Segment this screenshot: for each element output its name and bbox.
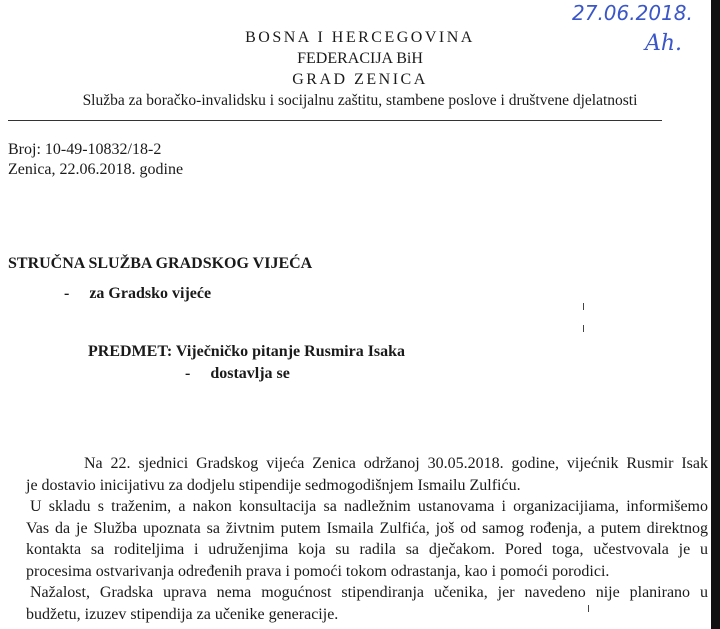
body-line: kontakta sa roditeljima i udruženjima koja su radila sa dječakom. Pored toga, učestvovala je u bbox=[26, 541, 708, 558]
body-line: Vas da je Služba upoznata sa živtnim putem Ismaila Zulfića, još od samog rođenja, a putem direktnog bbox=[26, 520, 708, 537]
header-country: BOSNA I HERCEGOVINA bbox=[245, 29, 475, 46]
body-line: Nažalost, Gradska uprava nema mogućnost stipendiranja učenika, jer navedeno nije planirano u bbox=[30, 584, 708, 601]
body-line: Na 22. sjednici Gradskog vijeća Zenica održanoj 30.05.2018. godine, vijećnik Rusmir Isak bbox=[84, 455, 708, 472]
body-line: U skladu s traženim, a nakon konsultacija sa nadležnim ustanovama i organizacijiama, informišemo bbox=[30, 498, 708, 515]
body-line: je dostavio inicijativu za dodjelu stipendije sedmogodišnjem Ismailu Zulfiću. bbox=[26, 477, 521, 494]
reference-number: Broj: 10-49-10832/18-2 bbox=[8, 141, 162, 158]
header-city: GRAD ZENICA bbox=[292, 71, 428, 88]
scan-mark bbox=[588, 605, 589, 612]
scan-mark bbox=[583, 303, 584, 310]
header-department: Služba za boračko-invalidsku i socijalnu zaštitu, stambene poslove i društvene djelatnosti bbox=[82, 92, 638, 109]
scan-mark bbox=[583, 325, 584, 332]
body-line: budžetu, izuzev stipendija za učenike generacije. bbox=[26, 606, 339, 623]
scan-edge bbox=[711, 0, 720, 629]
handwritten-date: 27.06.2018. bbox=[572, 1, 693, 25]
subject: PREDMET: Viječničko pitanje Rusmira Isaka bbox=[88, 343, 406, 360]
subject-sub: - dostavlja se bbox=[185, 365, 290, 382]
header-federation: FEDERACIJA BiH bbox=[297, 50, 423, 67]
body-line: procesima ostvarivanja određenih prava i pomoći tokom odrastanja, kao i pomoći porodici. bbox=[26, 563, 610, 580]
header-divider bbox=[8, 120, 662, 121]
place-date: Zenica, 22.06.2018. godine bbox=[8, 161, 184, 178]
handwritten-signature: Ah. bbox=[645, 31, 683, 56]
recipient: STRUČNA SLUŽBA GRADSKOG VIJEĆA bbox=[8, 255, 313, 272]
recipient-sub: - za Gradsko vijeće bbox=[64, 285, 212, 302]
